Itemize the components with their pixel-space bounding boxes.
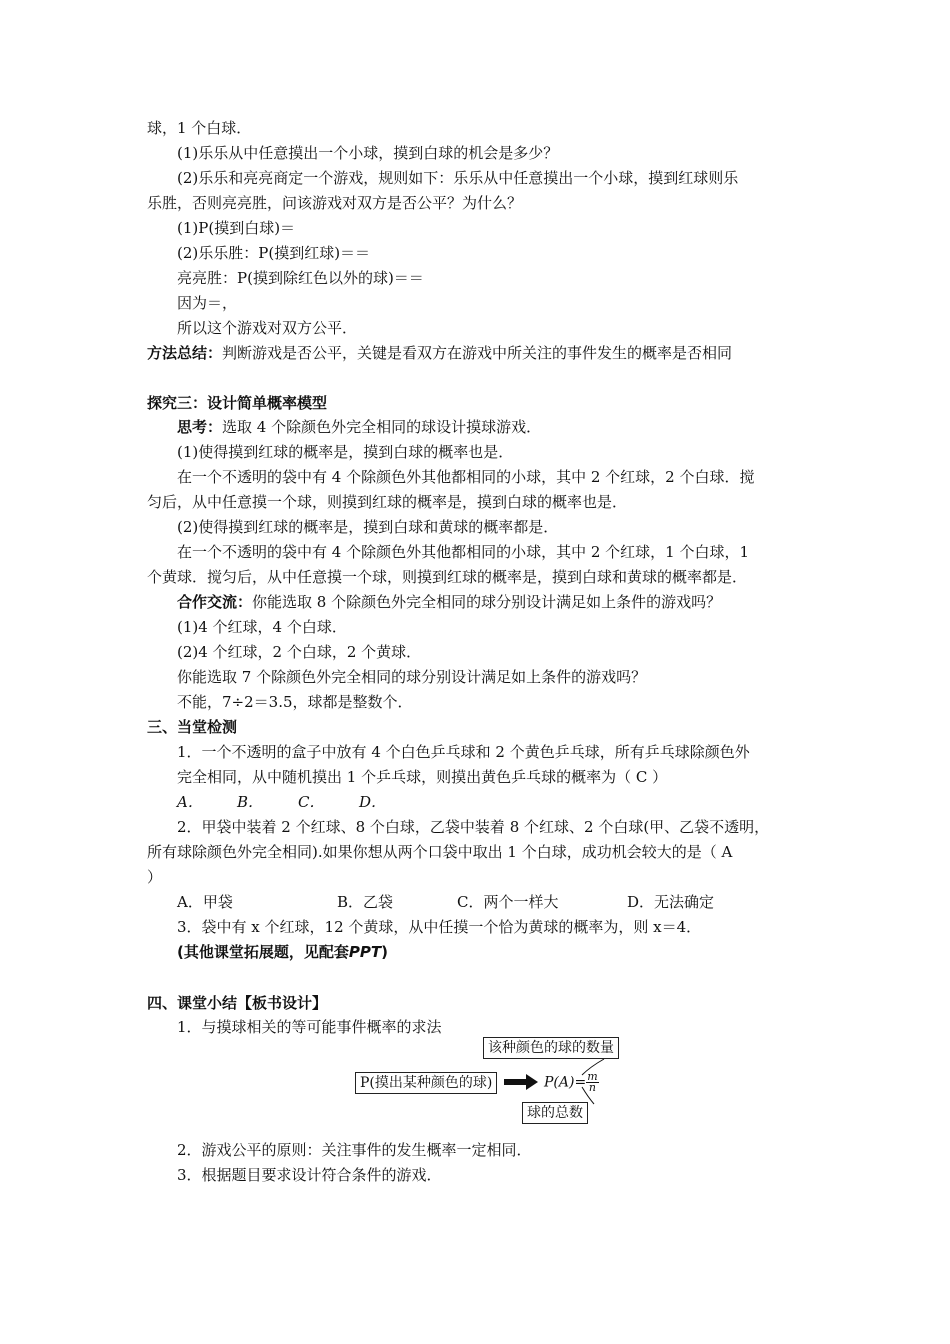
text-line: 球，1 个白球．	[147, 119, 252, 137]
text-line: 亮亮胜：P(摸到除红色以外的球)＝＝	[177, 269, 424, 287]
text-line: 3．根据题目要求设计符合条件的游戏．	[177, 1166, 442, 1184]
question-3: 3．袋中有 x 个红球，12 个黄球，从中任摸一个恰为黄球的概率为，则 x＝4．	[177, 918, 702, 936]
think-label: 思考：	[177, 418, 223, 436]
cooperation-label: 合作交流：	[177, 593, 253, 611]
section-heading: 探究三：设计简单概率模型	[147, 394, 328, 412]
text-line: 所以这个游戏对双方公平．	[177, 319, 358, 337]
question-2-cont: 所有球除颜色外完全相同).如果你想从两个口袋中取出 1 个白球，成功机会较大的是（ A	[147, 843, 733, 861]
cooperation-line	[177, 592, 721, 612]
option-c: C．两个一样大	[457, 893, 559, 911]
text-line: 个黄球．搅匀后，从中任意摸一个球，则摸到红球的概率是，摸到白球和黄球的概率都是．	[147, 568, 748, 586]
text-line: 2．游戏公平的原则：关注事件的发生概率一定相同．	[177, 1141, 532, 1159]
extension-note	[177, 942, 388, 962]
formula-lhs: P(A)=	[544, 1074, 587, 1091]
text-line: (1)P(摸到白球)＝	[177, 219, 296, 237]
extension-note-end: )	[381, 943, 388, 961]
text-line: 1．与摸球相关的等可能事件概率的求法	[177, 1018, 442, 1036]
text-line: (2)乐乐和亮亮商定一个游戏，规则如下：乐乐从中任意摸出一个小球，摸到红球则乐	[177, 169, 739, 187]
option-d: D．无法确定	[627, 893, 715, 911]
text-line: (2)4 个红球，2 个白球，2 个黄球．	[177, 643, 422, 661]
text-line: 乐胜，否则亮亮胜，问该游戏对双方是否公平？为什么？	[147, 194, 523, 212]
method-summary-text: 判断游戏是否公平，关键是看双方在游戏中所关注的事件发生的概率是否相同	[222, 344, 733, 362]
option-d: D．	[359, 793, 387, 811]
text-line: 在一个不透明的袋中有 4 个除颜色外其他都相同的小球，其中 2 个红球，1 个白球，1	[177, 543, 750, 561]
method-summary	[147, 343, 732, 363]
section-heading: 三、当堂检测	[147, 718, 238, 736]
text-line: (2)乐乐胜：P(摸到红球)＝＝	[177, 244, 371, 262]
option-c: C．	[298, 793, 325, 811]
text-line: (2)使得摸到红球的概率是，摸到白球和黄球的概率都是．	[177, 518, 559, 536]
text-line: (1)4 个红球，4 个白球．	[177, 618, 347, 636]
text-line: 匀后，从中任意摸一个球，则摸到红球的概率是，摸到白球的概率也是．	[147, 493, 628, 511]
arrow-right-icon	[500, 1072, 540, 1092]
text-line: 在一个不透明的袋中有 4 个除颜色外其他都相同的小球，其中 2 个红球，2 个白球．搅	[177, 468, 755, 486]
think-line	[177, 417, 541, 437]
option-a: A．甲袋	[177, 893, 233, 911]
denominator-box: 球的总数	[522, 1102, 588, 1124]
option-b: B．	[237, 793, 264, 811]
fraction-numerator: m	[587, 1070, 598, 1083]
option-a: A．	[177, 793, 203, 811]
numerator-box: 该种颜色的球的数量	[483, 1037, 619, 1059]
text-line: (1)使得摸到红球的概率是，摸到白球的概率也是．	[177, 443, 514, 461]
text-line: 你能选取 7 个除颜色外完全相同的球分别设计满足如上条件的游戏吗？	[177, 668, 647, 686]
extension-note-text: (其他课堂拓展题，见配套	[177, 943, 349, 961]
question-1-cont: 完全相同，从中随机摸出 1 个乒乓球，则摸出黄色乒乓球的概率为（ C ）	[177, 768, 668, 786]
section-heading: 四、课堂小结【板书设计】	[147, 994, 328, 1012]
text-line: 不能，7÷2＝3.5，球都是整数个．	[177, 693, 413, 711]
event-box: P(摸出某种颜色的球)	[355, 1072, 497, 1094]
text-line: 因为＝，	[177, 294, 238, 312]
question-2: 2．甲袋中装着 2 个红球、8 个白球，乙袋中装着 8 个红球、2 个白球(甲、乙袋不透明，	[177, 818, 770, 836]
question-1: 1．一个不透明的盒子中放有 4 个白色乒乓球和 2 个黄色乒乓球，所有乒乓球除颜色外	[177, 743, 750, 761]
think-text: 选取 4 个除颜色外完全相同的球设计摸球游戏．	[222, 418, 542, 436]
extension-note-ppt: PPT	[348, 943, 382, 961]
text-line: (1)乐乐从中任意摸出一个小球，摸到白球的机会是多少？	[177, 144, 559, 162]
question-2-end: ）	[147, 868, 163, 886]
option-b: B．乙袋	[337, 893, 394, 911]
connector-lines	[580, 1057, 620, 1107]
cooperation-text: 你能选取 8 个除颜色外完全相同的球分别设计满足如上条件的游戏吗？	[252, 593, 722, 611]
method-summary-label: 方法总结：	[147, 344, 223, 362]
fraction-denominator: n	[588, 1081, 596, 1094]
